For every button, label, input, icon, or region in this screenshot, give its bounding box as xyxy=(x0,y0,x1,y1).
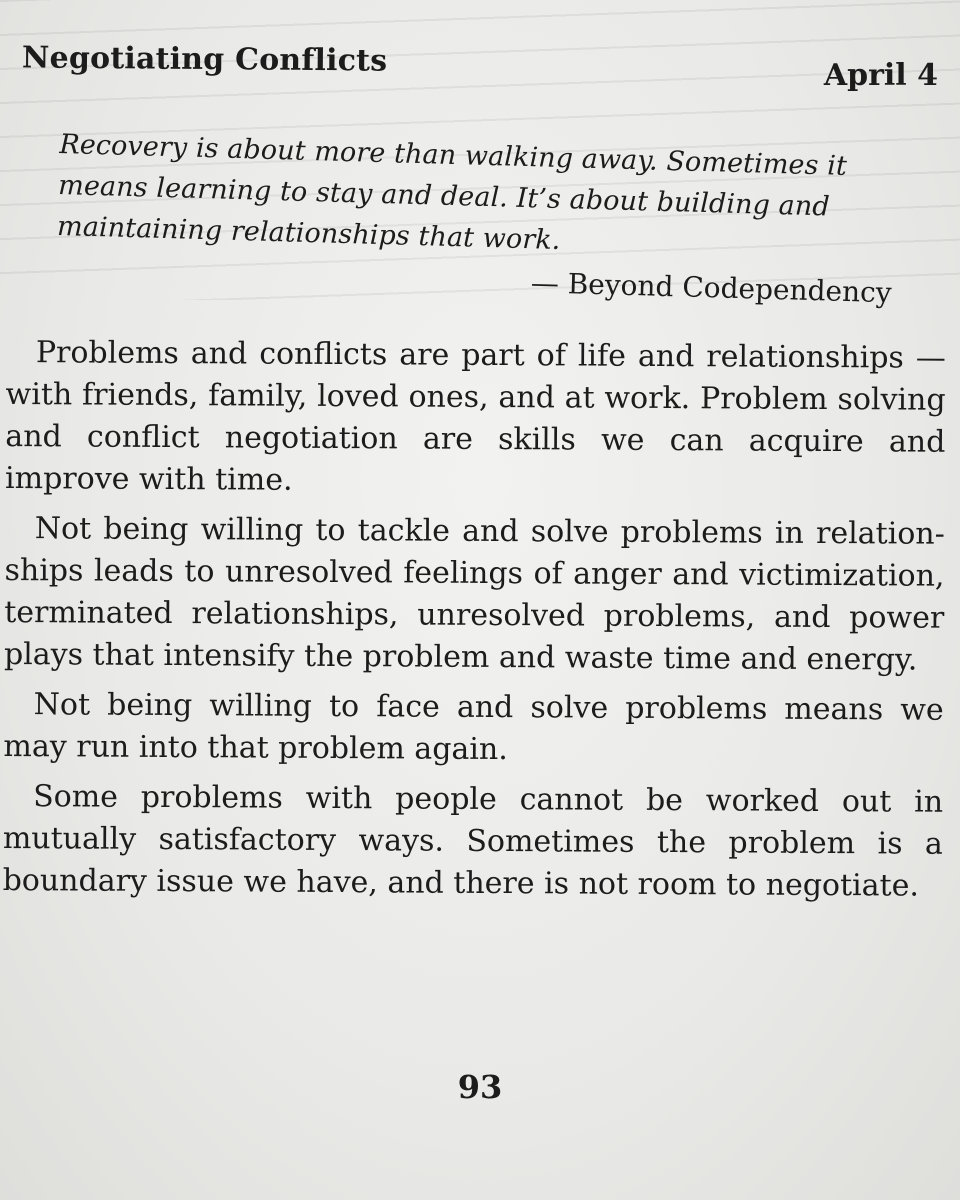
page-header xyxy=(22,38,938,98)
page-number: 93 xyxy=(457,1068,503,1106)
body-text xyxy=(2,332,946,916)
entry-date: April 4 xyxy=(823,58,938,93)
paragraph: Some problems with people cannot be worked out in mutually satisfactory ways. Sometimes the problem is a boundary issue we have, and there is not room to negotiate. xyxy=(2,779,944,904)
paragraph: Not being willing to face and solve problems means we may run into that problem again. xyxy=(3,687,944,768)
epigraph-quote: Recovery is about more than walking away. Sometimes it means learning to stay and deal. It’s about building and maintaining relationships that work. xyxy=(56,128,848,257)
paragraph: Problems and conflicts are part of life and relationships — with friends, family, loved ones, and at work. Problem solving and conflict negotiation are skills we can acquire and improve with time. xyxy=(4,335,946,498)
epigraph xyxy=(55,124,899,309)
epigraph-attribution: — Beyond Codependency xyxy=(530,266,893,310)
running-title: Negotiating Conflicts xyxy=(21,40,388,79)
paragraph: Not being willing to tackle and solve problems in relationships leads to unresolved feelings of anger and victimization, terminated relationships, unresolved problems, and power plays that intensify the problem and waste time and energy. xyxy=(3,511,945,678)
